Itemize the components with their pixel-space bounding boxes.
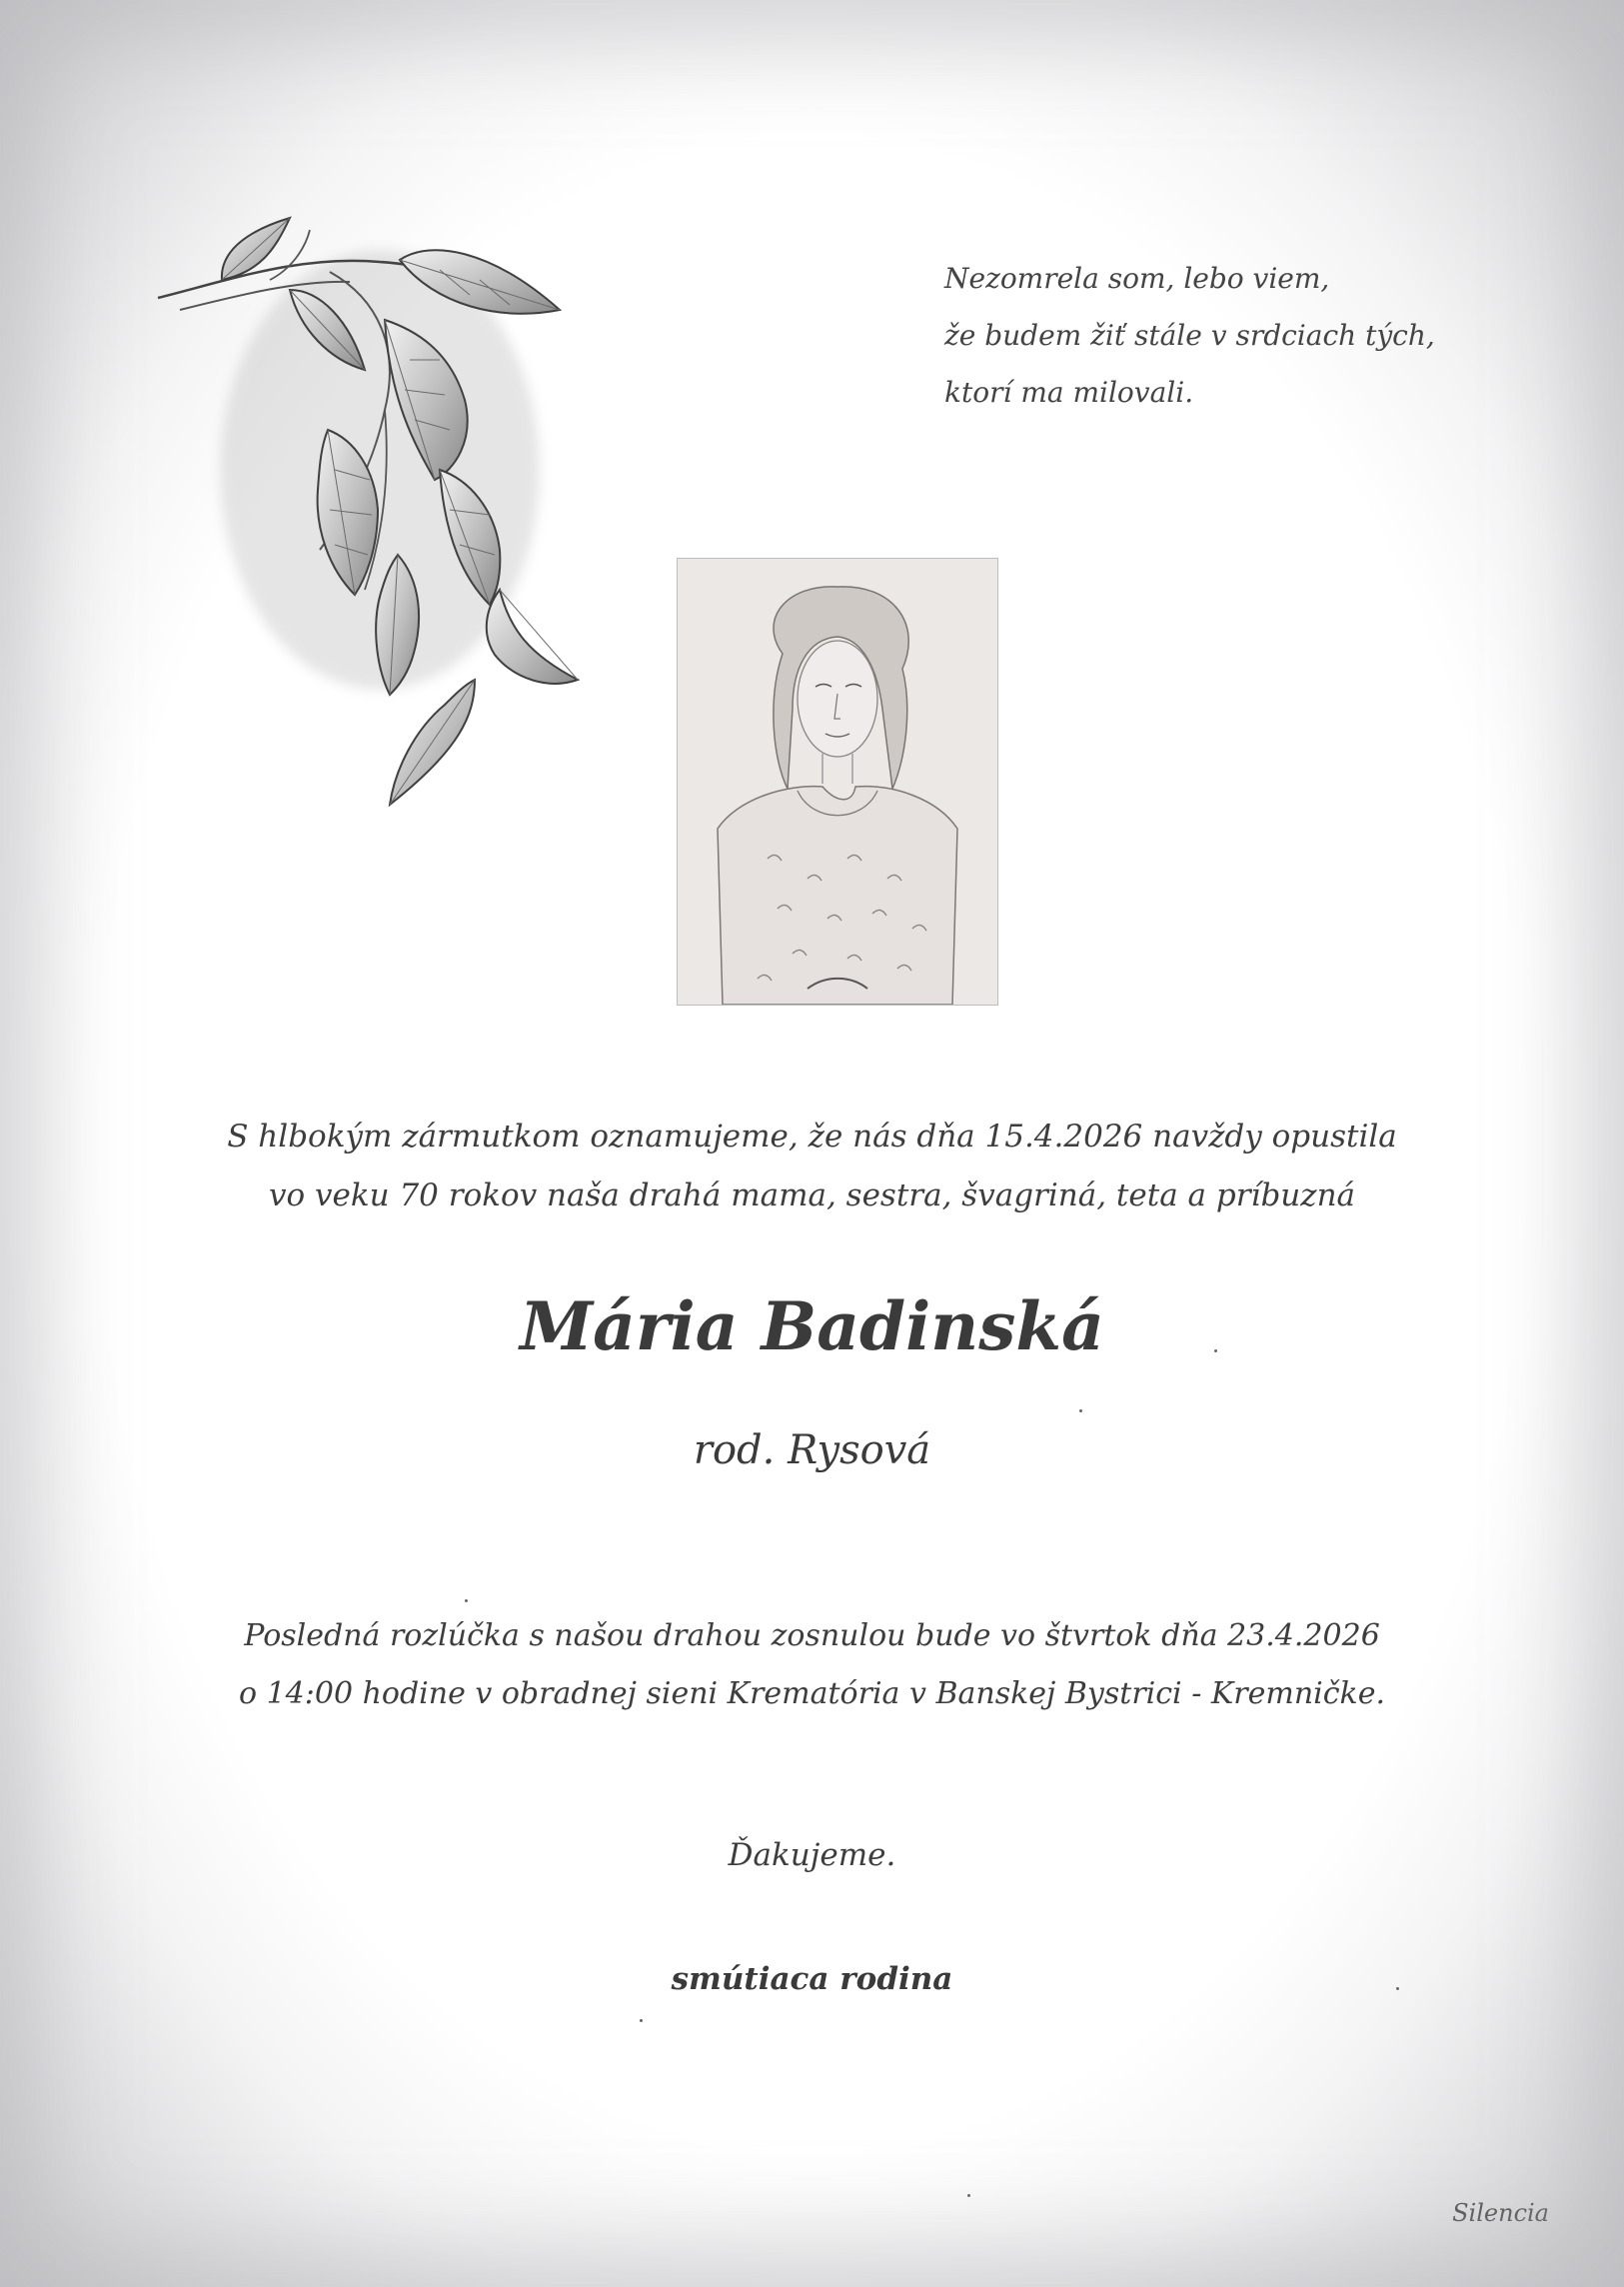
brand-mark: Silencia bbox=[1452, 2199, 1549, 2227]
farewell-line: Posledná rozlúčka s našou drahou zosnulou bude vo štvrtok dňa 23.4.2026 bbox=[244, 1618, 1380, 1653]
announcement bbox=[160, 1108, 1464, 1225]
signature-family: smútiaca rodina bbox=[671, 1961, 953, 1997]
leaf-branch-icon bbox=[150, 210, 580, 820]
speck bbox=[1214, 1349, 1217, 1352]
portrait-drawing-icon bbox=[677, 558, 998, 1006]
epigraph bbox=[944, 250, 1464, 421]
farewell-line: o 14:00 hodine v obradnej sieni Krematória v Banskej Bystrici - Kremničke. bbox=[238, 1676, 1386, 1711]
announcement-line: vo veku 70 rokov naša drahá mama, sestra, švagriná, teta a príbuzná bbox=[268, 1177, 1356, 1213]
farewell-notice bbox=[160, 1607, 1464, 1723]
deceased-name: Mária Badinská bbox=[520, 1287, 1104, 1365]
speck bbox=[1079, 1409, 1082, 1412]
announcement-line: S hlbokým zármutkom oznamujeme, že nás dňa 15.4.2026 navždy opustila bbox=[227, 1119, 1397, 1154]
epigraph-line: Nezomrela som, lebo viem, bbox=[944, 262, 1330, 295]
speck bbox=[967, 2194, 970, 2197]
speck bbox=[640, 2019, 643, 2022]
epigraph-line: že budem žiť stále v srdciach tých, bbox=[944, 319, 1435, 352]
speck bbox=[1396, 1987, 1399, 1990]
speck bbox=[465, 1599, 468, 1602]
thanks-text: Ďakujeme. bbox=[728, 1837, 896, 1873]
epigraph-line: ktorí ma milovali. bbox=[944, 376, 1194, 409]
maiden-name: rod. Rysová bbox=[693, 1427, 931, 1473]
